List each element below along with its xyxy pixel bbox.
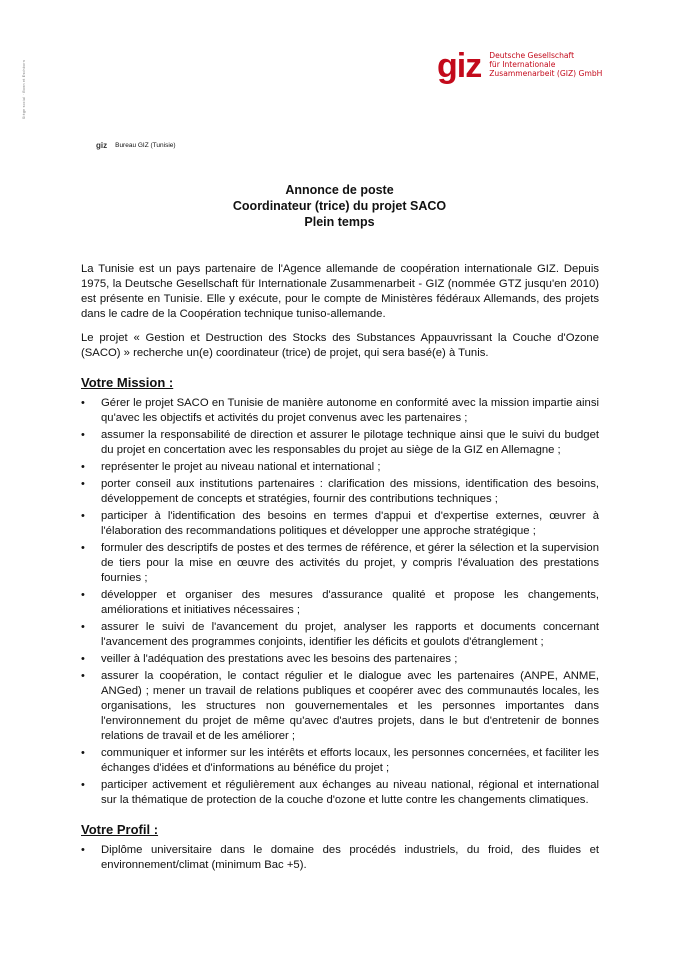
mission-list <box>81 396 599 808</box>
list-item: • communiquer et informer sur les intérêts et efforts locaux, les personnes concernées, et faciliter les échanges d'idées et d'informations au bénéfice du projet ; <box>81 746 599 776</box>
mission-heading: Votre Mission : <box>81 375 174 390</box>
logo-text <box>489 52 602 78</box>
list-item: • assurer la coopération, le contact régulier et le dialogue avec les partenaires (ANPE, ANME, ANGed) ; mener un travail de relations publiques et coopérer avec des communautés locales, les organisations, les structures non gouvernementales et les personnes importantes dans l'environnement du projet de même qu'avec d'autres projets, dans le but d'entretenir de bonnes relations de travail et de les améliorer ; <box>81 669 599 744</box>
list-item: • Gérer le projet SACO en Tunisie de manière autonome en conformité avec la mission impartie ainsi qu'avec les objectifs et activités du projet convenus avec les partenaires ; <box>81 396 599 426</box>
logo-mark: giz <box>437 47 482 85</box>
logo-line: Zusammenarbeit (GIZ) GmbH <box>489 68 603 78</box>
intro-paragraph: La Tunisie est un pays partenaire de l'Agence allemande de coopération internationale GIZ. Depuis 1975, la Deutsche Gesellschaft für Internationale Zusammenarbeit - GIZ (nommée GTZ jusqu'en 2010) est présente en Tunisie. Elle y exécute, pour le compte de Ministères fédéraux Allemands, des projets dans le cadre de la Coopération technique tuniso-allemande. <box>81 263 599 320</box>
list-item: • Diplôme universitaire dans le domaine des procédés industriels, du froid, des fluides et environnement/climat (minimum Bac +5). <box>81 843 599 873</box>
title-line: Annonce de poste <box>285 183 394 197</box>
list-item: • développer et organiser des mesures d'assurance qualité et propose les changements, améliorations et initiatives nécessaires ; <box>81 588 599 618</box>
intro-paragraph: Le projet « Gestion et Destruction des Stocks des Substances Appauvrissant la Couche d'Ozone (SACO) » recherche un(e) coordinateur (trice) de projet, qui sera basé(e) à Tunis. <box>81 332 599 359</box>
list-item: • porter conseil aux institutions partenaires : clarification des missions, identification des besoins, développement de concepts et stratégies, fournir des contributions techniques ; <box>81 477 599 507</box>
list-item: • formuler des descriptifs de postes et des termes de référence, et gérer la sélection et la supervision de tiers pour la mise en œuvre des activités du projet, y compris l'évaluation des prestations fournies ; <box>81 541 599 586</box>
list-item: • assurer le suivi de l'avancement du projet, analyser les rapports et documents concernant l'avancement des programmes conjoints, identifier les déficits et goulots d'étranglement ; <box>81 620 599 650</box>
list-item: • veiller à l'adéquation des prestations avec les besoins des partenaires ; <box>81 652 599 667</box>
document-body <box>81 262 599 875</box>
document-title <box>0 182 679 230</box>
side-note: Siège social · Bonn et Eschborn <box>22 60 26 120</box>
title-line: Plein temps <box>304 215 375 229</box>
office-logo-mark: giz <box>96 141 108 150</box>
profile-heading: Votre Profil : <box>81 822 159 837</box>
profile-list <box>81 843 599 873</box>
office-header <box>96 141 176 150</box>
list-item: • représenter le projet au niveau national et international ; <box>81 460 599 475</box>
giz-logo <box>437 47 603 86</box>
office-label: Bureau GIZ (Tunisie) <box>115 142 176 149</box>
title-line: Coordinateur (trice) du projet SACO <box>232 199 447 213</box>
logo-line: für Internationale <box>489 59 556 69</box>
list-item: • participer activement et régulièrement aux échanges au niveau national, régional et international sur la thématique de protection de la couche d'ozone et lutte contre les changements climatiques. <box>81 778 599 808</box>
list-item: • participer à l'identification des besoins en termes d'appui et d'expertise externes, œuvrer à l'élaboration des recommandations politiques et développer une approche stratégique ; <box>81 509 599 539</box>
logo-line: Deutsche Gesellschaft <box>489 51 575 60</box>
list-item: • assumer la responsabilité de direction et assurer le pilotage technique ainsi que le suivi du budget du projet en concertation avec les responsables du projet au siège de la GIZ en Allemagne ; <box>81 428 599 458</box>
